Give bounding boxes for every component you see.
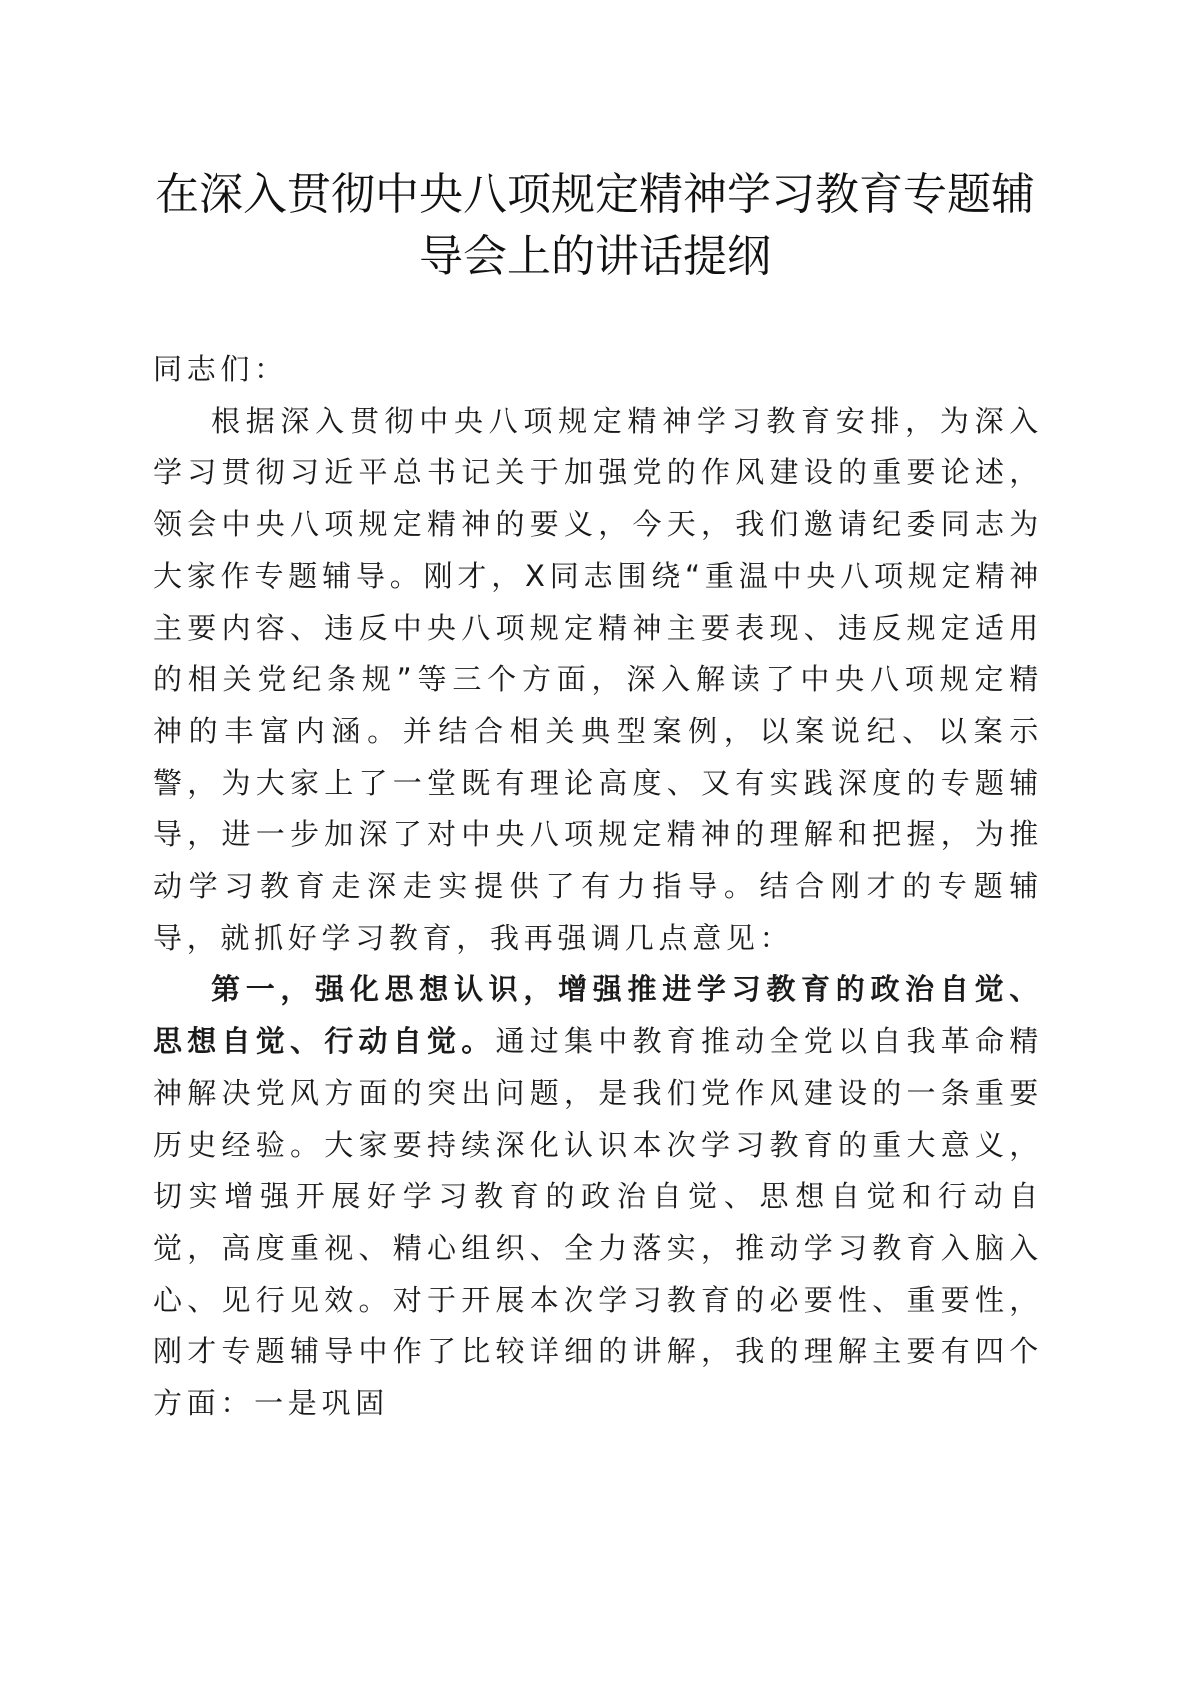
paragraph-intro: 根据深入贯彻中央八项规定精神学习教育安排，为深入学习贯彻习近平总书记关于加强党的作风建设的重要论述，领会中央八项规定精神的要义，今天，我们邀请纪委同志为大家作专题辅导。刚才，X同志围绕“重温中央八项规定精神主要内容、违反中央八项规定精神主要表现、违反规定适用的相关党纪条规”等三个方面，深入解读了中央八项规定精神的丰富内涵。并结合相关典型案例，以案说纪、以案示警，为大家上了一堂既有理论高度、又有实践深度的专题辅导，进一步加深了对中央八项规定精神的理解和把握，为推动学习教育走深走实提供了有力指导。结合刚才的专题辅导，就抓好学习教育，我再强调几点意见： [153, 403, 1043, 955]
title-line-2: 导会上的讲话提纲 [419, 231, 771, 282]
document-title [140, 164, 1050, 288]
salutation: 同志们： [153, 352, 288, 386]
paragraph-first-point [153, 964, 1043, 1429]
title-line-1: 在深入贯彻中央八项规定精神学习教育专题辅 [155, 169, 1035, 220]
first-point-heading: 第一，强化思想认识，增强推进学习教育的政治自觉、思想自觉、行动自觉。 [153, 972, 1043, 1059]
first-point-body: 通过集中教育推动全党以自我革命精神解决党风方面的突出问题，是我们党作风建设的一条重要历史经验。大家要持续深化认识本次学习教育的重大意义，切实增强开展好学习教育的政治自觉、思想自觉和行动自觉，高度重视、精心组织、全力落实，推动学习教育入脑入心、见行见效。对于开展本次学习教育的必要性、重要性，刚才专题辅导中作了比较详细的讲解，我的理解主要有四个方面：一是巩固 [153, 1024, 1043, 1421]
document-body [153, 344, 1043, 1430]
